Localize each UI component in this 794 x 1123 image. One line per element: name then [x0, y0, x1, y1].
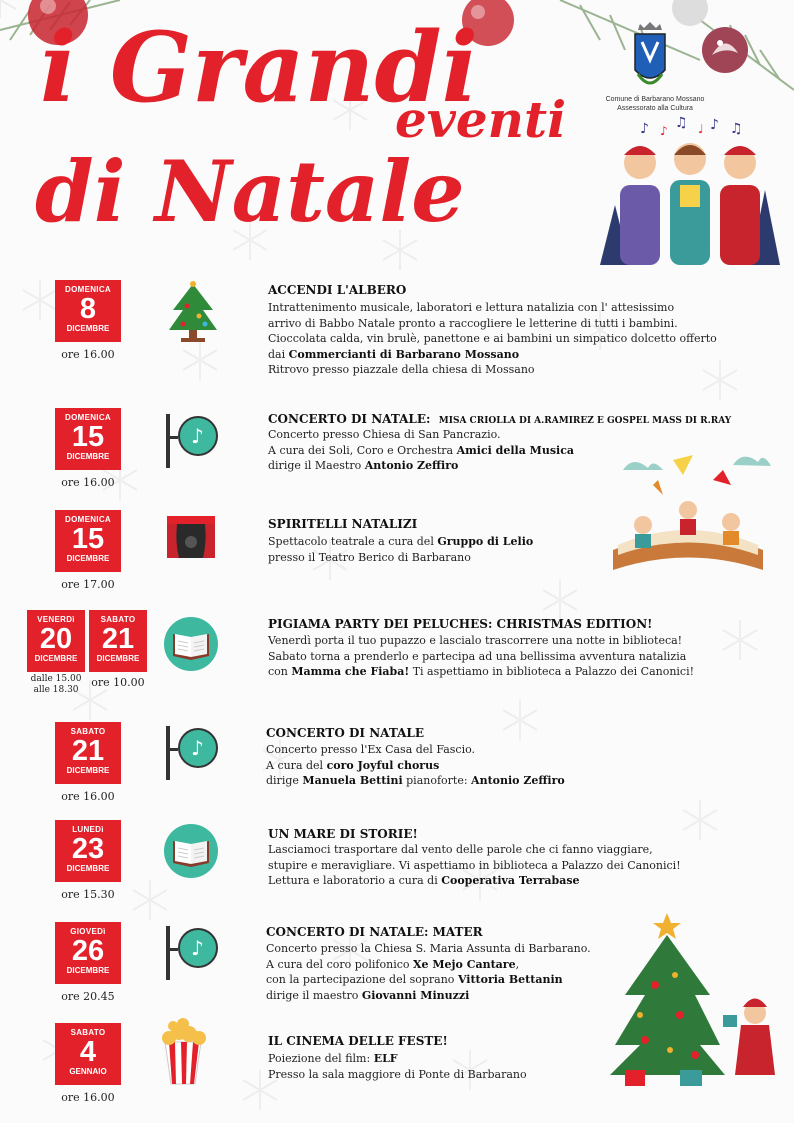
event-subtitle: MISA CRIOLLA DI A.RAMIREZ E GOSPEL MASS DI R.RAY	[438, 416, 732, 426]
date-number: 21	[101, 623, 135, 655]
event-description: Poiezione del film: ELF Presso la sala maggiore di Ponte di Barbarano	[268, 1052, 527, 1081]
event-time: ore 16.00	[61, 1091, 115, 1104]
date-weekday: SABATO	[70, 1028, 106, 1037]
popcorn-icon	[155, 1018, 211, 1092]
event-title: ACCENDI L'ALBERO	[268, 283, 407, 297]
children-book-illustration	[603, 440, 773, 585]
date-box	[27, 610, 85, 672]
svg-text:♪: ♪	[191, 736, 204, 760]
event-description: Venerdì porta il tuo pupazzo e lascialo trascorrere una notte in biblioteca! Sabato torna a prenderlo e partecipa ad una bellissima avventura natalizia con Mamma che Fiaba! Ti aspettiamo in biblioteca a Palazzo dei Canonici!	[268, 634, 695, 678]
event-time: ore 16.00	[61, 348, 115, 361]
svg-text:♫: ♫	[675, 115, 688, 131]
comune-caption: Comune di Barbarano Mossano Assessorato alla Cultura	[605, 96, 705, 112]
svg-text:♫: ♫	[730, 121, 743, 137]
date-number: 23	[71, 833, 105, 865]
event-time: ore 15.30	[61, 888, 115, 901]
date-month: GENNAIO	[69, 1067, 107, 1076]
date-number: 21	[71, 735, 105, 767]
association-logo-icon	[700, 25, 750, 75]
date-number: 4	[79, 1036, 97, 1068]
event-title: CONCERTO DI NATALE	[266, 726, 424, 740]
event-title: PIGIAMA PARTY DEI PELUCHES: CHRISTMAS EDITION!	[268, 617, 653, 631]
christmas-tree-icon	[165, 280, 221, 354]
book-icon	[163, 616, 219, 676]
date-weekday: DOMENICA	[65, 285, 111, 294]
date-box	[55, 922, 121, 984]
date-number: 20	[39, 623, 73, 655]
music-sign-icon	[162, 410, 218, 474]
carolers-illustration	[600, 115, 780, 265]
svg-text:♩: ♩	[698, 122, 704, 136]
event-title: CONCERTO DI NATALE: MISA CRIOLLA DI A.RAMIREZ E GOSPEL MASS DI R.RAY	[268, 412, 732, 426]
date-weekday: GIOVEDì	[70, 927, 106, 936]
event-description: Concerto presso la Chiesa S. Maria Assunta di Barbarano. A cura del coro polifonico Xe Mejo Cantare, con la partecipazione del soprano Vittoria Bettanin dirige il maestro Giovanni Minuzzi	[266, 942, 591, 1002]
date-month: DICEMBRE	[34, 654, 78, 663]
date-box	[55, 1023, 121, 1085]
svg-text:♪: ♪	[640, 121, 649, 137]
event-title: UN MARE DI STORIE!	[268, 827, 418, 841]
music-sign-icon	[162, 722, 218, 786]
svg-text:♪: ♪	[710, 117, 719, 133]
date-number: 15	[71, 523, 105, 555]
book-icon	[163, 823, 219, 883]
svg-text:♪: ♪	[191, 936, 204, 960]
municipal-crest-icon	[630, 20, 670, 96]
date-box	[55, 820, 121, 882]
date-month: DICEMBRE	[66, 554, 110, 563]
event-title: CONCERTO DI NATALE: MATER	[266, 925, 483, 939]
event-time: ore 16.00	[61, 476, 115, 489]
title-line-3: di Natale	[35, 142, 465, 241]
date-weekday: DOMENICA	[65, 515, 111, 524]
event-description: Lasciamoci trasportare dal vento delle parole che ci fanno viaggiare, stupire e meravigliare. Vi aspettiamo in biblioteca a Palazzo dei Canonici! Lettura e laboratorio a cura di Cooperativa Terrabase	[268, 843, 681, 887]
date-month: DICEMBRE	[66, 766, 110, 775]
theater-stage-icon	[163, 512, 219, 566]
date-month: DICEMBRE	[66, 966, 110, 975]
event-time-2: ore 10.00	[91, 676, 145, 689]
event-time: ore 16.00	[61, 790, 115, 803]
event-title: SPIRITELLI NATALIZI	[268, 517, 418, 531]
date-month: DICEMBRE	[66, 324, 110, 333]
event-time: ore 17.00	[61, 578, 115, 591]
date-number: 26	[71, 935, 105, 967]
svg-text:♪: ♪	[191, 424, 204, 448]
date-box	[55, 280, 121, 342]
date-month: DICEMBRE	[66, 452, 110, 461]
event-description: Concerto presso Chiesa di San Pancrazio. A cura dei Soli, Coro e Orchestra Amici della Musica dirige il Maestro Antonio Zeffiro	[268, 428, 575, 472]
event-time: dalle 15.00 alle 18.30	[30, 674, 82, 695]
date-month: DICEMBRE	[96, 654, 140, 663]
title-line-2: eventi	[395, 90, 567, 149]
music-sign-icon	[162, 922, 218, 986]
event-description: Intrattenimento musicale, laboratori e lettura natalizia con l' attesissimo arrivo di Babbo Natale pronto a raccogliere le letterine di tutti i bambini. Cioccolata calda, vin brulè, panettone e ai bambini un simpatico dolcetto offerto dai Commercianti di Barbarano Mossano Ritrovo presso piazzale della chiesa di Mossano	[268, 301, 717, 376]
date-weekday: SABATO	[100, 615, 136, 624]
date-number: 8	[79, 293, 97, 325]
event-description: Spettacolo teatrale a cura del Gruppo di Lelio presso il Teatro Berico di Barbarano	[268, 535, 534, 564]
date-month: DICEMBRE	[66, 864, 110, 873]
svg-text:♪: ♪	[660, 124, 668, 138]
date-weekday: LUNEDì	[72, 825, 104, 834]
date-box	[89, 610, 147, 672]
event-description: Concerto presso l'Ex Casa del Fascio. A cura del coro Joyful chorus dirige Manuela Bettini pianoforte: Antonio Zeffiro	[266, 743, 565, 787]
event-time: ore 20.45	[61, 990, 115, 1003]
title-line-1: i Grandi	[40, 11, 479, 124]
date-weekday: SABATO	[70, 727, 106, 736]
date-box	[55, 722, 121, 784]
date-number: 15	[71, 421, 105, 453]
date-box	[55, 510, 121, 572]
date-weekday: VENERDì	[37, 615, 75, 624]
event-title: IL CINEMA DELLE FESTE!	[268, 1034, 448, 1048]
christmas-tree-illustration	[605, 905, 785, 1090]
date-box	[55, 408, 121, 470]
date-weekday: DOMENICA	[65, 413, 111, 422]
